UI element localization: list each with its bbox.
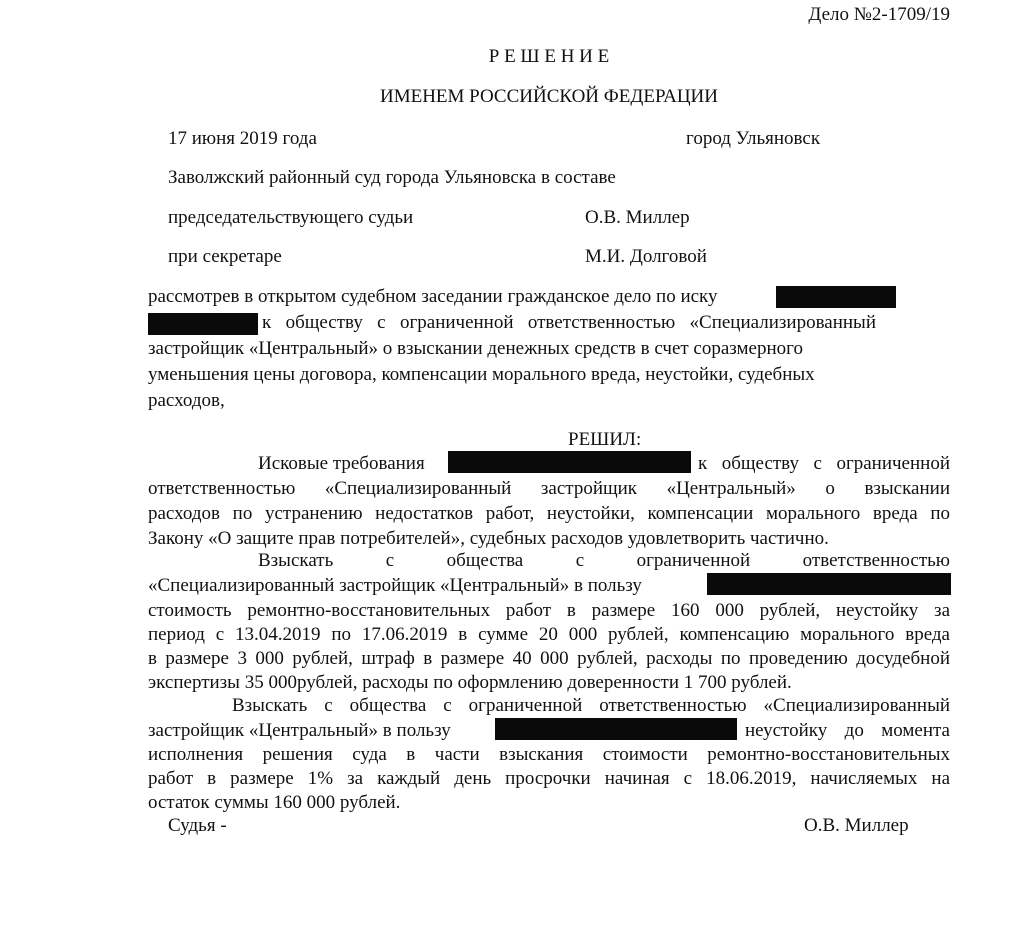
p3-line-2b: неустойку до момента	[745, 720, 950, 741]
secretary-role: при секретаре	[168, 246, 282, 267]
p1-line-2: ответственностью «Специализированный застройщик «Центральный» о взыскании	[148, 478, 950, 499]
p3-line-5: остаток суммы 160 000 рублей.	[148, 792, 401, 813]
court-name: Заволжский районный суд города Ульяновска в составе	[168, 167, 616, 188]
redacted-plaintiff	[707, 573, 951, 595]
document-subtitle: ИМЕНЕМ РОССИЙСКОЙ ФЕДЕРАЦИИ	[379, 86, 718, 107]
p1-line-4: Закону «О защите прав потребителей», судебных расходов удовлетворить частично.	[148, 528, 829, 549]
p2-line-5: в размере 3 000 рублей, штраф в размере 40 000 рублей, расходы по проведению досудебной	[148, 648, 950, 669]
p3-line-3: исполнения решения суда в части взыскания стоимости ремонтно-восстановительных	[148, 744, 950, 765]
decision-date: 17 июня 2019 года	[168, 128, 317, 149]
signature-name: О.В. Миллер	[804, 815, 909, 836]
p1-line-1a: Исковые требования	[258, 453, 425, 474]
redacted-plaintiff	[495, 718, 737, 740]
intro-line-5: расходов,	[148, 390, 225, 411]
redacted-plaintiff	[776, 286, 896, 308]
p1-line-3: расходов по устранению недостатков работ, неустойки, компенсации морального вреда по	[148, 503, 950, 524]
secretary-name: М.И. Долговой	[585, 246, 707, 267]
case-number: Дело №2-1709/19	[808, 4, 950, 25]
p3-line-4: работ в размере 1% за каждый день просрочки начиная с 18.06.2019, начисляемых на	[148, 768, 950, 789]
decision-city: город Ульяновск	[686, 128, 821, 149]
signature-role: Судья -	[168, 815, 227, 836]
intro-line-1: рассмотрев в открытом судебном заседании гражданское дело по иску	[148, 286, 718, 307]
p1-line-1b: к обществу с ограниченной	[698, 453, 950, 474]
p2-line-6: экспертизы 35 000рублей, расходы по оформлению доверенности 1 700 рублей.	[148, 672, 792, 693]
intro-line-4: уменьшения цены договора, компенсации морального вреда, неустойки, судебных	[148, 364, 815, 385]
redacted-plaintiff	[148, 313, 258, 335]
p2-line-1: Взыскать с общества с ограниченной ответственностью	[258, 550, 950, 571]
intro-line-3: застройщик «Центральный» о взыскании денежных средств в счет соразмерного	[148, 338, 803, 359]
decided-heading: РЕШИЛ:	[568, 429, 642, 450]
judge-name: О.В. Миллер	[585, 207, 690, 228]
intro-line-2: к обществу с ограниченной ответственностью «Специализированный	[262, 312, 876, 333]
redacted-plaintiff	[448, 451, 691, 473]
p3-line-1: Взыскать с общества с ограниченной ответственностью «Специализированный	[232, 695, 950, 716]
p2-line-3: стоимость ремонтно-восстановительных работ в размере 160 000 рублей, неустойку за	[148, 600, 950, 621]
p2-line-2: «Специализированный застройщик «Центральный» в пользу	[148, 575, 642, 596]
p3-line-2a: застройщик «Центральный» в пользу	[148, 720, 451, 741]
document-title: Р Е Ш Е Н И Е	[488, 46, 610, 67]
judge-role: председательствующего судьи	[168, 207, 414, 228]
p2-line-4: период с 13.04.2019 по 17.06.2019 в сумме 20 000 рублей, компенсацию морального вреда	[148, 624, 950, 645]
